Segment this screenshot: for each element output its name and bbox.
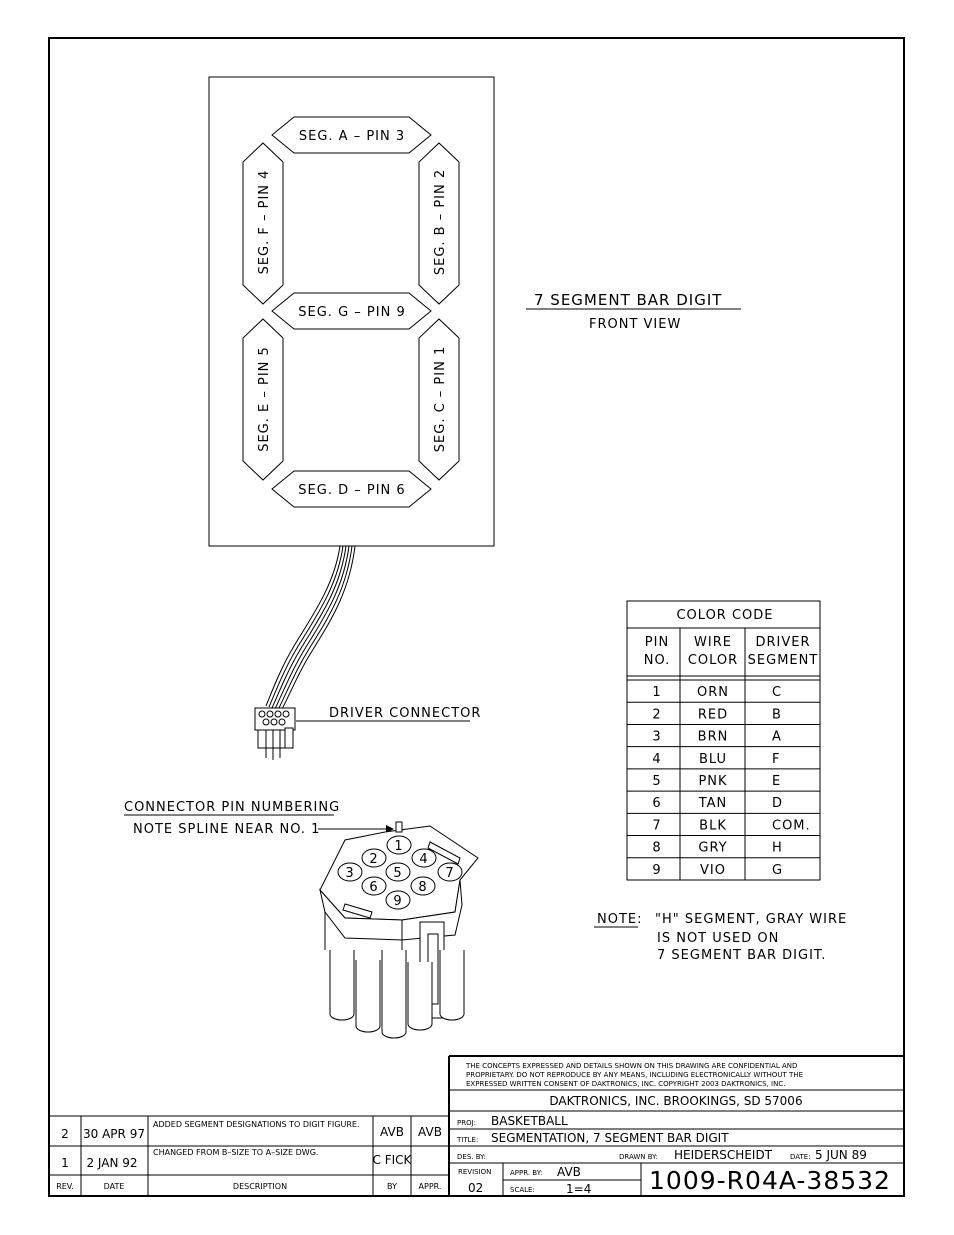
drawing-title: SEGMENTATION, 7 SEGMENT BAR DIGIT: [491, 1131, 729, 1145]
segment-c-label: SEG. C – PIN 1: [433, 345, 448, 453]
rev-2-by: AVB: [380, 1125, 404, 1139]
svg-text:6: 6: [369, 880, 379, 895]
color-code-cell: 3: [652, 729, 662, 745]
rev-1-by: C FICK: [372, 1153, 412, 1167]
rev-header-description: DESCRIPTION: [232, 1182, 288, 1191]
segment-b-label: SEG. B – PIN 2: [433, 168, 448, 276]
project-name: BASKETBALL: [491, 1114, 568, 1128]
revision-number: 02: [468, 1181, 484, 1195]
segment-e-label: SEG. E – PIN 5: [257, 346, 272, 452]
drawing-number: 1009-R04A-38532: [649, 1166, 891, 1195]
color-code-table: [627, 601, 820, 880]
color-code-cell: 8: [652, 840, 662, 856]
rev-2-date: 30 APR 97: [83, 1127, 145, 1141]
scale: 1=4: [566, 1182, 592, 1196]
svg-text:5: 5: [393, 866, 403, 881]
color-code-cell: RED: [697, 707, 729, 723]
drawing-date: 5 JUN 89: [815, 1148, 867, 1162]
color-code-cell: H: [772, 840, 783, 856]
segment-f-label: SEG. F – PIN 4: [257, 169, 272, 275]
color-code-cell: 9: [652, 862, 662, 878]
header-wire-line2: COLOR: [687, 653, 739, 668]
color-code-cell: 4: [652, 751, 662, 767]
rev-2-description: ADDED SEGMENT DESIGNATIONS TO DIGIT FIGURE.: [153, 1120, 360, 1129]
color-code-cell: E: [772, 774, 782, 789]
color-code-cell: COM.: [772, 818, 811, 834]
rev-header-date: DATE: [103, 1182, 125, 1191]
segment-a-label: SEG. A – PIN 3: [298, 129, 406, 144]
segment-g-label: SEG. G – PIN 9: [298, 305, 406, 320]
rev-header-by: BY: [387, 1182, 397, 1191]
confidential-line-2: PROPRIETARY. DO NOT REPRODUCE BY ANY MEANS, INCLUDING ELECTRONICALLY WITHOUT THE: [466, 1071, 803, 1079]
color-code-cell: BRN: [697, 729, 729, 745]
driver-connector-small: [255, 708, 295, 760]
svg-text:9: 9: [393, 894, 403, 909]
rev-header-appr: APPR.: [418, 1182, 442, 1191]
figure-subtitle: FRONT VIEW: [589, 317, 682, 332]
sheet-border: [49, 38, 904, 1196]
color-code-cell: D: [772, 796, 784, 812]
svg-text:4: 4: [419, 852, 429, 867]
header-wire-line1: WIRE: [694, 635, 732, 650]
color-code-rows: [627, 685, 820, 878]
note-label: NOTE:: [597, 912, 643, 927]
color-code-cell: GRY: [698, 840, 728, 856]
color-code-cell: 5: [652, 774, 662, 789]
note-line-2: IS NOT USED ON: [657, 931, 780, 946]
rev-1-date: 2 JAN 92: [86, 1156, 138, 1170]
color-code-cell: BLK: [699, 818, 727, 834]
color-code-cell: 2: [652, 707, 662, 723]
color-code-cell: 6: [652, 796, 662, 812]
note-line-1: "H" SEGMENT, GRAY WIRE: [655, 912, 848, 927]
scale-label: SCALE:: [510, 1186, 535, 1194]
approved-by: AVB: [557, 1165, 581, 1179]
color-code-cell: F: [772, 751, 781, 767]
confidential-line-1: THE CONCEPTS EXPRESSED AND DETAILS SHOWN ON THIS DRAWING ARE CONFIDENTIAL AND: [466, 1062, 798, 1070]
color-code-cell: 1: [652, 685, 662, 701]
color-code-cell: VIO: [700, 862, 726, 878]
svg-text:7: 7: [445, 866, 455, 881]
color-code-cell: 7: [652, 818, 662, 834]
rev-1-number: 1: [61, 1156, 69, 1170]
rev-1-description: CHANGED FROM B–SIZE TO A–SIZE DWG.: [153, 1148, 319, 1157]
segment-d-label: SEG. D – PIN 6: [298, 483, 406, 498]
seven-segment-digit: [209, 77, 494, 546]
title-label: TITLE:: [457, 1136, 479, 1144]
date-label: DATE:: [790, 1153, 811, 1161]
color-code-cell: B: [772, 707, 782, 723]
figure-title: 7 SEGMENT BAR DIGIT: [534, 291, 723, 309]
driver-connector-label: DRIVER CONNECTOR: [329, 706, 482, 721]
svg-text:2: 2: [369, 852, 379, 867]
header-pin-line1: PIN: [644, 635, 670, 650]
appr-by-label: APPR. BY:: [510, 1169, 543, 1177]
confidential-line-3: EXPRESSED WRITTEN CONSENT OF DAKTRONICS, INC. COPYRIGHT 2003 DAKTRONICS, INC.: [466, 1080, 786, 1088]
note-line-3: 7 SEGMENT BAR DIGIT.: [657, 948, 827, 963]
svg-text:3: 3: [345, 866, 355, 881]
color-code-cell: ORN: [697, 685, 729, 701]
color-code-cell: C: [772, 685, 783, 701]
header-driver-line1: DRIVER: [755, 635, 811, 650]
pin-numbering-label: CONNECTOR PIN NUMBERING: [124, 800, 341, 815]
color-code-cell: TAN: [698, 796, 728, 812]
title-block: [449, 1056, 904, 1196]
color-code-cell: A: [772, 729, 782, 745]
color-code-title: COLOR CODE: [676, 608, 774, 623]
color-code-cell: PNK: [698, 774, 728, 789]
rev-header-rev: REV.: [56, 1182, 74, 1191]
drawn-by: HEIDERSCHEIDT: [674, 1148, 773, 1162]
rev-2-number: 2: [61, 1127, 69, 1141]
proj-label: PROJ:: [457, 1119, 477, 1127]
svg-text:8: 8: [418, 880, 428, 895]
rev-2-appr: AVB: [418, 1125, 442, 1139]
header-driver-line2: SEGMENT: [747, 653, 819, 668]
color-code-cell: BLU: [698, 751, 728, 767]
spline-note: NOTE SPLINE NEAR NO. 1: [133, 822, 321, 837]
revision-label: REVISION: [458, 1168, 492, 1176]
svg-text:1: 1: [394, 839, 404, 854]
header-pin-line2: NO.: [643, 653, 671, 668]
wire-harness: [266, 546, 355, 711]
drawn-by-label: DRAWN BY:: [619, 1153, 658, 1161]
company-address: DAKTRONICS, INC. BROOKINGS, SD 57006: [549, 1094, 803, 1108]
des-by-label: DES. BY:: [457, 1153, 486, 1161]
color-code-cell: G: [772, 862, 784, 878]
revision-block: [49, 1116, 449, 1196]
